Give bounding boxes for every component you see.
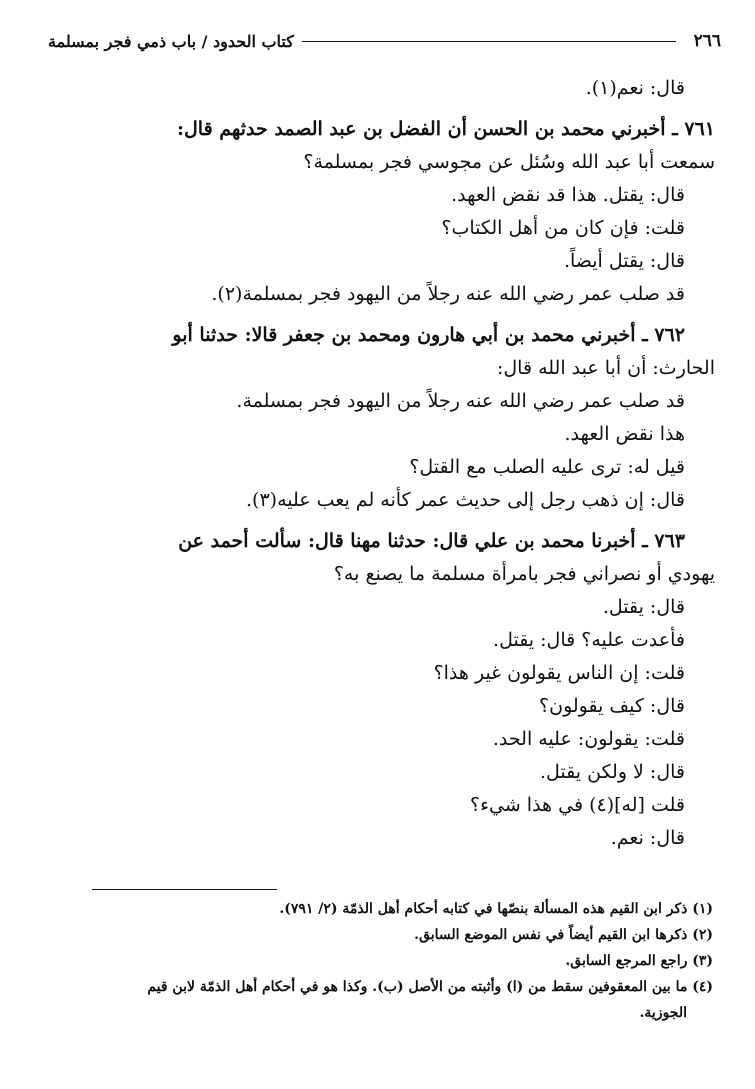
text-line: فأعدت عليه؟ قال: يقتل. — [493, 629, 685, 651]
footnote: (٣) راجع المرجع السابق. — [565, 953, 713, 969]
footnote-continuation: الجوزية. — [639, 1005, 687, 1021]
footnotes — [36, 896, 713, 1026]
text-line: قال: إن ذهب رجل إلى حديث عمر كأنه لم يعب عليه(٣). — [245, 489, 685, 511]
text-line: قال: نعم. — [610, 827, 685, 849]
text-line: قال: كيف يقولون؟ — [539, 695, 685, 717]
text-line: الحارث: أن أبا عبد الله قال: — [496, 357, 715, 379]
text-line: سمعت أبا عبد الله وسُئل عن مجوسي فجر بمسلمة؟ — [303, 151, 715, 173]
footnote: (١) ذكر ابن القيم هذه المسألة بنصّها في كتابه أحكام أهل الذمّة (٢/ ٧٩١). — [279, 901, 713, 917]
text-line: هذا نقض العهد. — [564, 423, 685, 445]
text-line: قد صلب عمر رضي الله عنه رجلاً من اليهود فجر بمسلمة(٢). — [211, 283, 685, 305]
text-line: ٧٦١ ـ أخبرني محمد بن الحسن أن الفضل بن عبد الصمد حدثهم قال: — [176, 118, 715, 140]
header-rule — [302, 41, 676, 42]
text-line: قلت [له](٤) في هذا شيء؟ — [469, 794, 685, 816]
text-line: قال: نعم(١). — [585, 77, 685, 99]
main-text — [38, 72, 715, 855]
text-line: قال: لا ولكن يقتل. — [539, 761, 685, 783]
text-line: قلت: فإن كان من أهل الكتاب؟ — [441, 217, 685, 239]
text-line: قيل له: ترى عليه الصلب مع القتل؟ — [409, 456, 685, 478]
text-line: قلت: يقولون: عليه الحد. — [492, 728, 685, 750]
footnote: (٤) ما بين المعقوفين سقط من (ا) وأثبته من الأصل (ب). وكذا هو في أحكام أهل الذمّة لابن قيم — [147, 979, 713, 995]
text-line: قد صلب عمر رضي الله عنه رجلاً من اليهود فجر بمسلمة. — [236, 390, 685, 412]
text-line: قال: يقتل. — [602, 596, 685, 618]
page-number: ٢٦٦ — [693, 31, 721, 51]
text-line: يهودي أو نصراني فجر بامرأة مسلمة ما يصنع به؟ — [333, 563, 715, 585]
text-line: ٧٦٣ ـ أخبرنا محمد بن علي قال: حدثنا مهنا قال: سألت أحمد عن — [178, 530, 685, 552]
footnote-separator — [92, 889, 277, 890]
text-line: ٧٦٢ ـ أخبرني محمد بن أبي هارون ومحمد بن جعفر قالا: حدثنا أبو — [172, 324, 685, 346]
page-header — [48, 26, 721, 56]
text-line: قلت: إن الناس يقولون غير هذا؟ — [433, 662, 685, 684]
footnote: (٢) ذكرها ابن القيم أيضاً في نفس الموضع السابق. — [414, 927, 713, 943]
text-line: قال: يقتل أيضاً. — [563, 250, 685, 272]
text-line: قال: يقتل. هذا قد نقض العهد. — [451, 184, 685, 206]
running-title: كتاب الحدود / باب ذمي فجر بمسلمة — [48, 31, 294, 51]
